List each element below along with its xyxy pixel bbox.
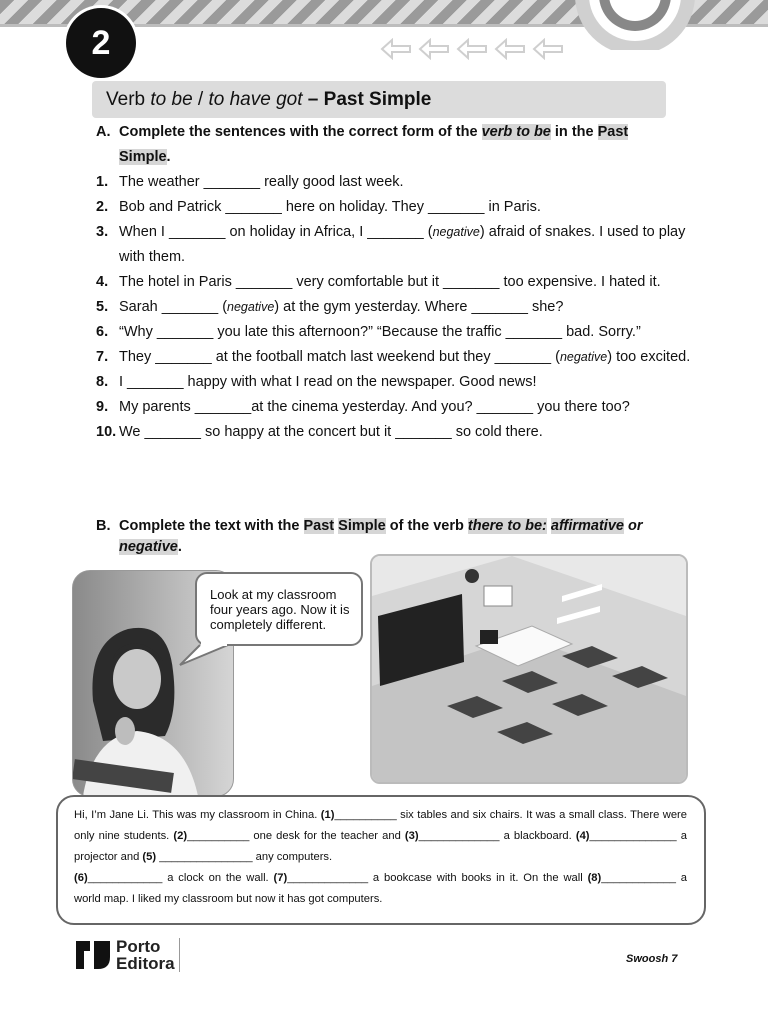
list-item: 8. I _______ happy with what I read on the newspaper. Good news! — [96, 374, 537, 390]
exercise-a-list — [96, 170, 696, 445]
arrow-left-icon — [380, 38, 412, 60]
list-item: 1. The weather _______ really good last week. — [96, 174, 404, 190]
reading-text-box — [56, 795, 706, 925]
publisher-logo: Porto Editora — [74, 938, 180, 972]
speech-bubble-tail — [178, 630, 248, 670]
list-item: 2. Bob and Patrick _______ here on holiday. They _______ in Paris. — [96, 199, 541, 215]
list-item: 3. When I _______ on holiday in Africa, I _______ (negative) afraid of snakes. I used to play with them. — [96, 224, 686, 265]
list-item: 5. Sarah _______ (negative) at the gym yesterday. Where _______ she? — [96, 299, 564, 315]
list-item: 7. They _______ at the football match last weekend but they _______ (negative) too excited. — [96, 349, 691, 365]
list-item: 9. My parents _______at the cinema yesterday. And you? _______ you there too? — [96, 399, 630, 415]
classroom-scene-icon — [372, 556, 686, 782]
arrow-left-icon — [456, 38, 488, 60]
porto-editora-logo-icon — [74, 939, 112, 971]
classroom-illustration — [370, 554, 688, 784]
footer-book-title: Swoosh 7 — [626, 953, 678, 965]
section-a-instruction: A. Complete the sentences with the correct form of the verb to be in the Past Simple. — [96, 124, 629, 165]
list-item: 6. “Why _______ you late this afternoon?” “Because the traffic _______ bad. Sorry.” — [96, 324, 641, 340]
unit-number: 2 — [91, 23, 111, 62]
worksheet-title: Verb to be / to have got – Past Simple — [92, 81, 666, 118]
target-graphic — [560, 0, 710, 50]
unit-number-badge — [66, 8, 136, 78]
arrow-decoration — [380, 38, 564, 60]
reading-text: Hi, I’m Jane Li. This was my classroom in China. (1)__________ six tables and six chairs. It was a small class. There were only nine students. (2)__________ one desk for the teacher and (3)_____________ a blackboard. (4)______________ a projector and (5) _______________ any computers. (6)____________ a clock on the wall. (7)_____________ a bookcase with books in it. On the wall (8)____________ a world map. I liked my classroom but now it has got computers. — [74, 809, 687, 905]
arrow-left-icon — [494, 38, 526, 60]
arrow-left-icon — [418, 38, 450, 60]
arrow-left-icon — [532, 38, 564, 60]
speech-bubble-text: Look at my classroom four years ago. Now it is completely different. — [210, 587, 350, 632]
section-b-instruction: B. Complete the text with the Past Simple of the verb there to be: affirmative or negative. — [96, 518, 643, 555]
list-item: 4. The hotel in Paris _______ very comfortable but it _______ too expensive. I hated it. — [96, 274, 661, 290]
list-item: 10. We _______ so happy at the concert but it _______ so cold there. — [96, 424, 543, 440]
